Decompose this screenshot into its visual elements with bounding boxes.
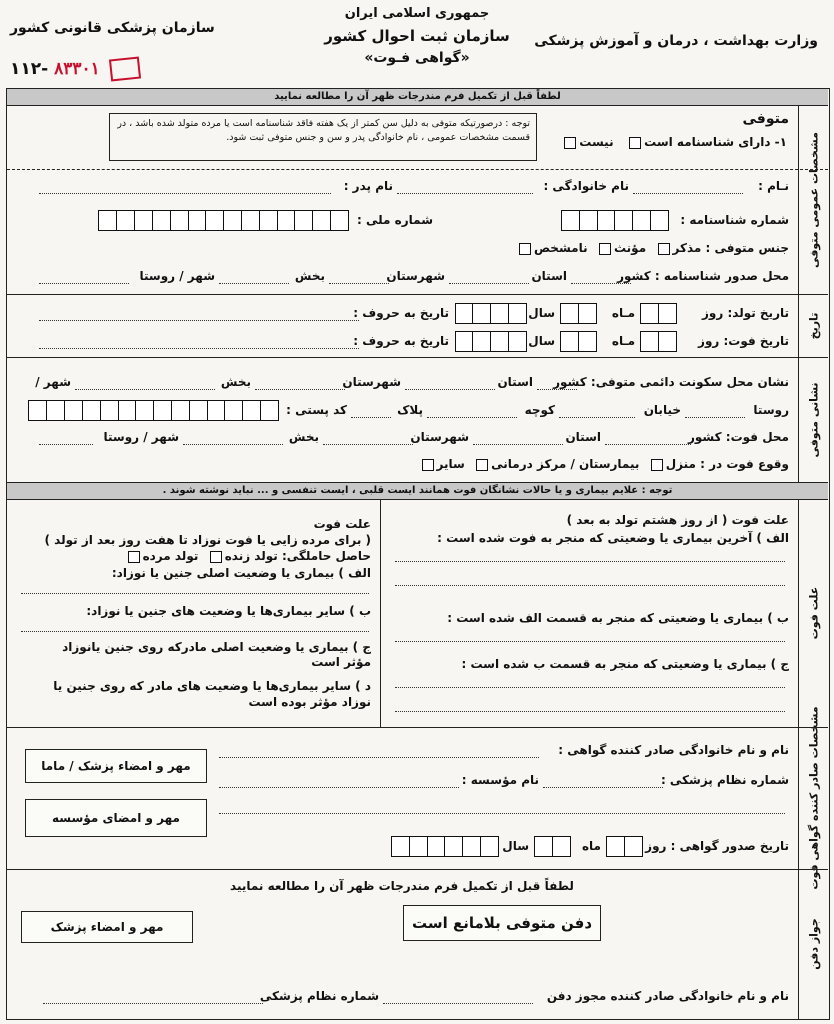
- serial-prefix: ۱۱۲-: [10, 59, 49, 79]
- home-checkbox[interactable]: [651, 459, 663, 471]
- death-occurrence-option[interactable]: وقوع فوت در : منزل بیمارستان / مرکز درمانی سایر: [419, 457, 789, 471]
- national-id-label: شماره ملی :: [357, 213, 433, 227]
- live-birth-checkbox[interactable]: [210, 551, 222, 563]
- birth-in-words-field[interactable]: [39, 320, 359, 321]
- death-county-field[interactable]: [323, 444, 413, 445]
- fetal-cause-a-field[interactable]: [21, 593, 369, 594]
- issuer-name-label: نام و نام خانوادگی صادر کننده گواهی :: [558, 743, 789, 757]
- section-address-label: نشانی متوفی: [807, 381, 821, 458]
- residence-country-field[interactable]: [537, 389, 577, 390]
- street-field[interactable]: [559, 417, 635, 418]
- has-id-checkbox[interactable]: [629, 137, 641, 149]
- female-checkbox[interactable]: [599, 243, 611, 255]
- issuer-name-field[interactable]: [219, 757, 539, 758]
- serial-number: [10, 58, 140, 80]
- cause-left-title: علت فوت: [313, 517, 371, 531]
- cause-c-field-2[interactable]: [395, 711, 785, 712]
- cause-a-field-2[interactable]: [395, 585, 785, 586]
- village-field[interactable]: [685, 417, 745, 418]
- forensic-org-title: سازمان پزشکی قانونی کشور: [10, 20, 215, 36]
- name-label: نـام :: [758, 179, 789, 193]
- name-field[interactable]: [633, 193, 743, 194]
- father-name-field[interactable]: [39, 193, 331, 194]
- burial-medical-number-label: شماره نظام پزشکی: [259, 989, 379, 1003]
- issue-district-label: بخش: [294, 269, 325, 283]
- death-in-words-field[interactable]: [39, 348, 359, 349]
- cause-b-label: ب ) بیماری یا وضعیتی که منجر به قسمت الف شده است :: [447, 611, 789, 625]
- doctor-stamp-box[interactable]: مهر و امضاء پزشک / ماما: [25, 749, 207, 783]
- residence-province-label: استان: [497, 375, 533, 389]
- death-month-boxes[interactable]: [561, 331, 597, 352]
- registry-title: سازمان ثبت احوال کشور: [324, 27, 510, 45]
- residence-county-field[interactable]: [255, 389, 345, 390]
- death-month-label: مـاه: [611, 334, 635, 348]
- issue-city-field[interactable]: [39, 283, 129, 284]
- section-issuer-label: مشخصات صادر کننده گواهی فوت: [807, 706, 821, 890]
- section-general-label: مشخصات عمومی متوفی: [807, 131, 821, 268]
- death-place-label: محل فوت: کشور: [687, 430, 789, 444]
- postal-code-label: کد پستی :: [286, 403, 347, 417]
- maternal-cause-d-label: د ) سایر بیماری‌ها یا وضعیت های مادر که روی جنین یا: [53, 679, 371, 693]
- issue-district-field[interactable]: [219, 283, 289, 284]
- issue-year-boxes[interactable]: [392, 836, 499, 857]
- medical-number-field[interactable]: [543, 787, 663, 788]
- other-place-checkbox[interactable]: [422, 459, 434, 471]
- issuer-extra-field[interactable]: [219, 813, 785, 814]
- residence-province-field[interactable]: [405, 389, 495, 390]
- cause-a-field[interactable]: [395, 561, 785, 562]
- deceased-heading: متوفی: [742, 111, 789, 127]
- red-stamp-mark: [109, 56, 141, 81]
- issue-place-label: محل صدور شناسنامه : کشور: [617, 269, 789, 283]
- id-number-boxes[interactable]: [562, 210, 669, 231]
- section-date-label: تاریخ: [807, 312, 821, 339]
- death-day-boxes[interactable]: [641, 331, 677, 352]
- death-county-label: شهرستان: [410, 430, 469, 444]
- alley-field[interactable]: [427, 417, 517, 418]
- village-label: روستا: [753, 403, 789, 417]
- burial-issuer-name-field[interactable]: [383, 1003, 533, 1004]
- burial-permit-box[interactable]: دفن متوفی بلامانع است: [403, 905, 601, 941]
- issue-country-field[interactable]: [571, 283, 631, 284]
- cause-warning-band: توجه : علایم بیماری و یا حالات نشانگان فوت همانند ایست قلبی ، ایست تنفسی و ... نباید نوشته شوند .: [7, 483, 828, 499]
- issue-month-label: ماه: [581, 839, 601, 853]
- pregnancy-outcome-option[interactable]: حاصل حاملگی: تولد زنده تولد مرده: [125, 549, 371, 563]
- burial-medical-number-field[interactable]: [43, 1003, 263, 1004]
- death-country-field[interactable]: [605, 444, 691, 445]
- residence-district-field[interactable]: [75, 389, 215, 390]
- fetal-cause-b-field[interactable]: [21, 631, 369, 632]
- residence-county-label: شهرستان: [342, 375, 401, 389]
- republic-title: جمهوری اسلامی ایران: [344, 6, 490, 21]
- street-label: خیابان: [643, 403, 681, 417]
- death-province-field[interactable]: [473, 444, 563, 445]
- institute-stamp-box[interactable]: مهر و امضای مؤسسه: [25, 799, 207, 837]
- residence-district-label: بخش: [220, 375, 251, 389]
- birth-day-boxes[interactable]: [641, 303, 677, 324]
- family-name-label: نام خانوادگی :: [543, 179, 629, 193]
- medical-number-label: شماره نظام پزشکی :: [660, 773, 789, 787]
- cause-left-subtitle: ( برای مرده زایی یا فوت نوزاد تا هفت روز بعد از تولد ): [44, 533, 371, 547]
- birth-year-boxes[interactable]: [456, 303, 527, 324]
- cause-b-field[interactable]: [395, 641, 785, 642]
- residence-city-label: شهر /: [35, 375, 71, 389]
- birth-year-label: سال: [528, 306, 555, 320]
- death-district-label: بخش: [288, 430, 319, 444]
- birth-date-label: تاریخ تولد: روز: [702, 306, 789, 320]
- burial-instructions: لطفاً قبل از تکمیل فرم مندرجات ظهر آن را مطالعه نمایید: [230, 879, 574, 893]
- no-id-checkbox[interactable]: [564, 137, 576, 149]
- issue-county-field[interactable]: [329, 283, 389, 284]
- family-name-field[interactable]: [397, 193, 533, 194]
- plaque-label: پلاک: [397, 403, 423, 417]
- issue-province-label: استان: [531, 269, 567, 283]
- maternal-cause-d-label-2: نوزاد مؤثر بوده است: [248, 695, 371, 709]
- institute-label: نام مؤسسه :: [461, 773, 539, 787]
- issue-county-label: شهرستان: [386, 269, 445, 283]
- death-year-boxes[interactable]: [456, 331, 527, 352]
- fetal-cause-a-label: الف ) بیماری یا وضعیت اصلی جنین یا نوزاد:: [111, 566, 371, 580]
- death-province-label: استان: [565, 430, 601, 444]
- issue-day-boxes[interactable]: [607, 836, 643, 857]
- burial-stamp-box[interactable]: مهر و امضاء پزشک: [21, 911, 193, 943]
- gender-option[interactable]: جنس متوفی : مذکر مؤنث نامشخص: [516, 241, 789, 255]
- national-id-boxes[interactable]: [100, 210, 349, 231]
- hospital-checkbox[interactable]: [476, 459, 488, 471]
- has-id-card-option[interactable]: ۱- دارای شناسنامه است نیست: [561, 135, 787, 149]
- postal-code-boxes[interactable]: [30, 400, 279, 421]
- death-city-village-label: شهر / روستا: [103, 430, 179, 444]
- cause-right-title: علت فوت ( از روز هشتم تولد به بعد ): [566, 513, 789, 527]
- alley-label: کوچه: [524, 403, 555, 417]
- issue-city-village-label: شهر / روستا: [139, 269, 215, 283]
- issue-year-label: سال: [502, 839, 529, 853]
- serial-red-number: ۸۳۳۰۱: [54, 59, 100, 79]
- header: [0, 0, 834, 88]
- birth-month-boxes[interactable]: [561, 303, 597, 324]
- death-city-field[interactable]: [39, 444, 93, 445]
- issue-date-label: تاریخ صدور گواهی : روز: [645, 839, 789, 853]
- burial-issuer-name-label: نام و نام خانوادگی صادر کننده مجوز دفن: [546, 989, 789, 1003]
- maternal-cause-c-label: ج ) بیماری یا وضعیت اصلی مادرکه روی جنین یانوزاد: [62, 640, 371, 654]
- id-number-label: شماره شناسنامه :: [680, 213, 789, 227]
- stillborn-checkbox[interactable]: [128, 551, 140, 563]
- id-card-note: توجه : درصورتیکه متوفی به دلیل سن کمتر از یک هفته فاقد شناسنامه است یا مرده متولد شده باشد ، در قسمت مشخصات عمومی ، نام خانوادگی پدر و سن و جنس متوفی ثبت شود.: [109, 113, 537, 161]
- male-checkbox[interactable]: [658, 243, 670, 255]
- unknown-gender-checkbox[interactable]: [519, 243, 531, 255]
- death-year-label: سال: [528, 334, 555, 348]
- certificate-form: [6, 88, 830, 1020]
- residence-label: نشان محل سکونت دائمی متوفی: کشور: [553, 375, 789, 389]
- death-in-words-label: تاریخ به حروف :: [353, 334, 449, 348]
- death-district-field[interactable]: [183, 444, 283, 445]
- birth-month-label: مـاه: [611, 306, 635, 320]
- fetal-cause-b-label: ب ) سایر بیماری‌ها یا وضعیت های جنین یا نوزاد:: [86, 604, 371, 618]
- instructions-band: لطفاً قبل از تکمیل فرم مندرجات ظهر آن را مطالعه نمایید: [7, 89, 828, 105]
- issue-province-field[interactable]: [449, 283, 529, 284]
- death-date-label: تاریخ فوت: روز: [698, 334, 789, 348]
- section-burial-label: جواز دفن: [807, 918, 821, 970]
- issue-month-boxes[interactable]: [535, 836, 571, 857]
- ministry-title: وزارت بهداشت ، درمان و آموزش پزشکی: [534, 33, 818, 49]
- plaque-field[interactable]: [351, 417, 391, 418]
- section-cause-label: علت فوت: [807, 586, 821, 640]
- cause-a-label: الف ) آخرین بیماری یا وضعیتی که منجر به فوت شده است :: [437, 531, 789, 545]
- institute-field[interactable]: [219, 787, 459, 788]
- cause-c-label: ج ) بیماری یا وضعیتی که منجر به قسمت ب شده است :: [461, 657, 789, 671]
- birth-in-words-label: تاریخ به حروف :: [353, 306, 449, 320]
- certificate-title: «گواهی فـوت»: [364, 50, 470, 66]
- cause-c-field[interactable]: [395, 687, 785, 688]
- father-name-label: نام پدر :: [343, 179, 393, 193]
- maternal-cause-c-label-2: مؤثر است: [311, 655, 371, 669]
